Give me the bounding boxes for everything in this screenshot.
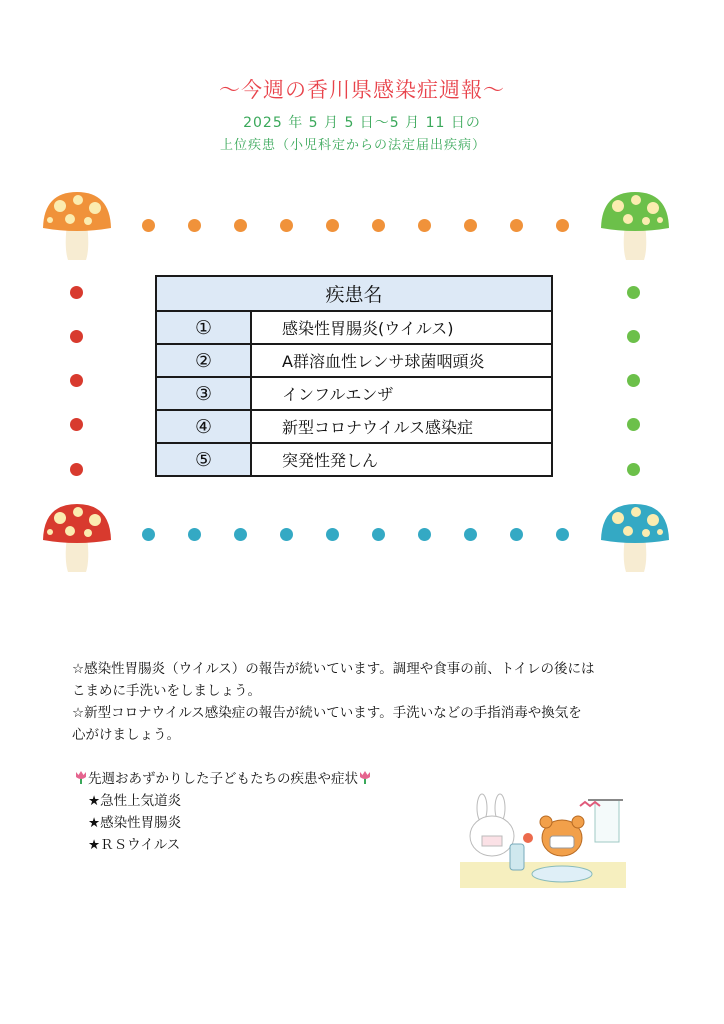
decorative-dot <box>142 528 155 541</box>
list-item: ★感染性胃腸炎 <box>88 815 182 831</box>
blue-mushroom-icon <box>598 500 672 576</box>
decorative-dot <box>234 528 247 541</box>
decorative-dot <box>627 463 640 476</box>
disease-name: 新型コロナウイルス感染症 <box>251 410 552 443</box>
decorative-dot <box>627 418 640 431</box>
decorative-dot <box>464 219 477 232</box>
table-row <box>156 377 552 410</box>
note-line: ☆新型コロナウイルス感染症の報告が続いています。手洗いなどの手指消毒や換気を <box>72 705 582 721</box>
red-mushroom-icon <box>40 500 114 576</box>
table-header-row <box>156 276 552 311</box>
disease-name: A群溶血性レンサ球菌咽頭炎 <box>251 344 552 377</box>
tulip-icon <box>358 770 372 785</box>
decorative-dot <box>627 330 640 343</box>
handwashing-animals-illustration <box>460 792 626 888</box>
table-row <box>156 410 552 443</box>
recent-heading <box>74 768 372 790</box>
date-range: 2025 年 5 月 5 日～5 月 11 日の <box>243 115 481 131</box>
note-line: ☆感染性胃腸炎（ウイルス）の報告が続いています。調理や食事の前、トイレの後には <box>72 661 595 677</box>
decorative-dot <box>418 219 431 232</box>
decorative-dot <box>142 219 155 232</box>
rank-number: ② <box>156 344 251 377</box>
decorative-dot <box>627 286 640 299</box>
decorative-dot <box>627 374 640 387</box>
disease-name: インフルエンザ <box>251 377 552 410</box>
column-header-disease: 疾患名 <box>156 276 552 311</box>
table-row <box>156 443 552 476</box>
decorative-dot <box>326 528 339 541</box>
rank-number: ③ <box>156 377 251 410</box>
rank-number: ⑤ <box>156 443 251 476</box>
table-row <box>156 311 552 344</box>
decorative-dot <box>464 528 477 541</box>
decorative-dot <box>280 219 293 232</box>
table-row <box>156 344 552 377</box>
decorative-dot <box>510 219 523 232</box>
recent-cases-section <box>74 768 372 856</box>
decorative-dot <box>70 374 83 387</box>
notes-section <box>72 658 652 746</box>
decorative-dot <box>418 528 431 541</box>
rank-number: ④ <box>156 410 251 443</box>
disease-name: 感染性胃腸炎(ウイルス) <box>251 311 552 344</box>
decorative-dot <box>372 219 385 232</box>
page-subtitle: 上位疾患（小児科定からの法定届出疾病） <box>220 138 487 153</box>
decorative-dot <box>556 528 569 541</box>
recent-heading-text: 先週おあずかりした子どもたちの疾患や症状 <box>88 771 358 787</box>
decorative-dot <box>510 528 523 541</box>
list-item: ★ＲＳウイルス <box>88 837 181 853</box>
orange-mushroom-icon <box>40 188 114 264</box>
disease-ranking-table <box>155 275 553 477</box>
decorative-dot <box>372 528 385 541</box>
disease-name: 突発性発しん <box>251 443 552 476</box>
list-item: ★急性上気道炎 <box>88 793 182 809</box>
note-line: 心がけましょう。 <box>72 727 180 743</box>
decorative-dot <box>326 219 339 232</box>
decorative-dot <box>70 463 83 476</box>
decorative-dot <box>188 528 201 541</box>
decorative-dot <box>234 219 247 232</box>
green-mushroom-icon <box>598 188 672 264</box>
decorative-dot <box>188 219 201 232</box>
decorative-dot <box>280 528 293 541</box>
decorative-dot <box>70 286 83 299</box>
page-title: ～今週の香川県感染症週報～ <box>219 78 505 102</box>
tulip-icon <box>74 770 88 785</box>
rank-number: ① <box>156 311 251 344</box>
decorative-dot <box>556 219 569 232</box>
decorative-dot <box>70 330 83 343</box>
decorative-dot <box>70 418 83 431</box>
note-line: こまめに手洗いをしましょう。 <box>72 683 261 699</box>
